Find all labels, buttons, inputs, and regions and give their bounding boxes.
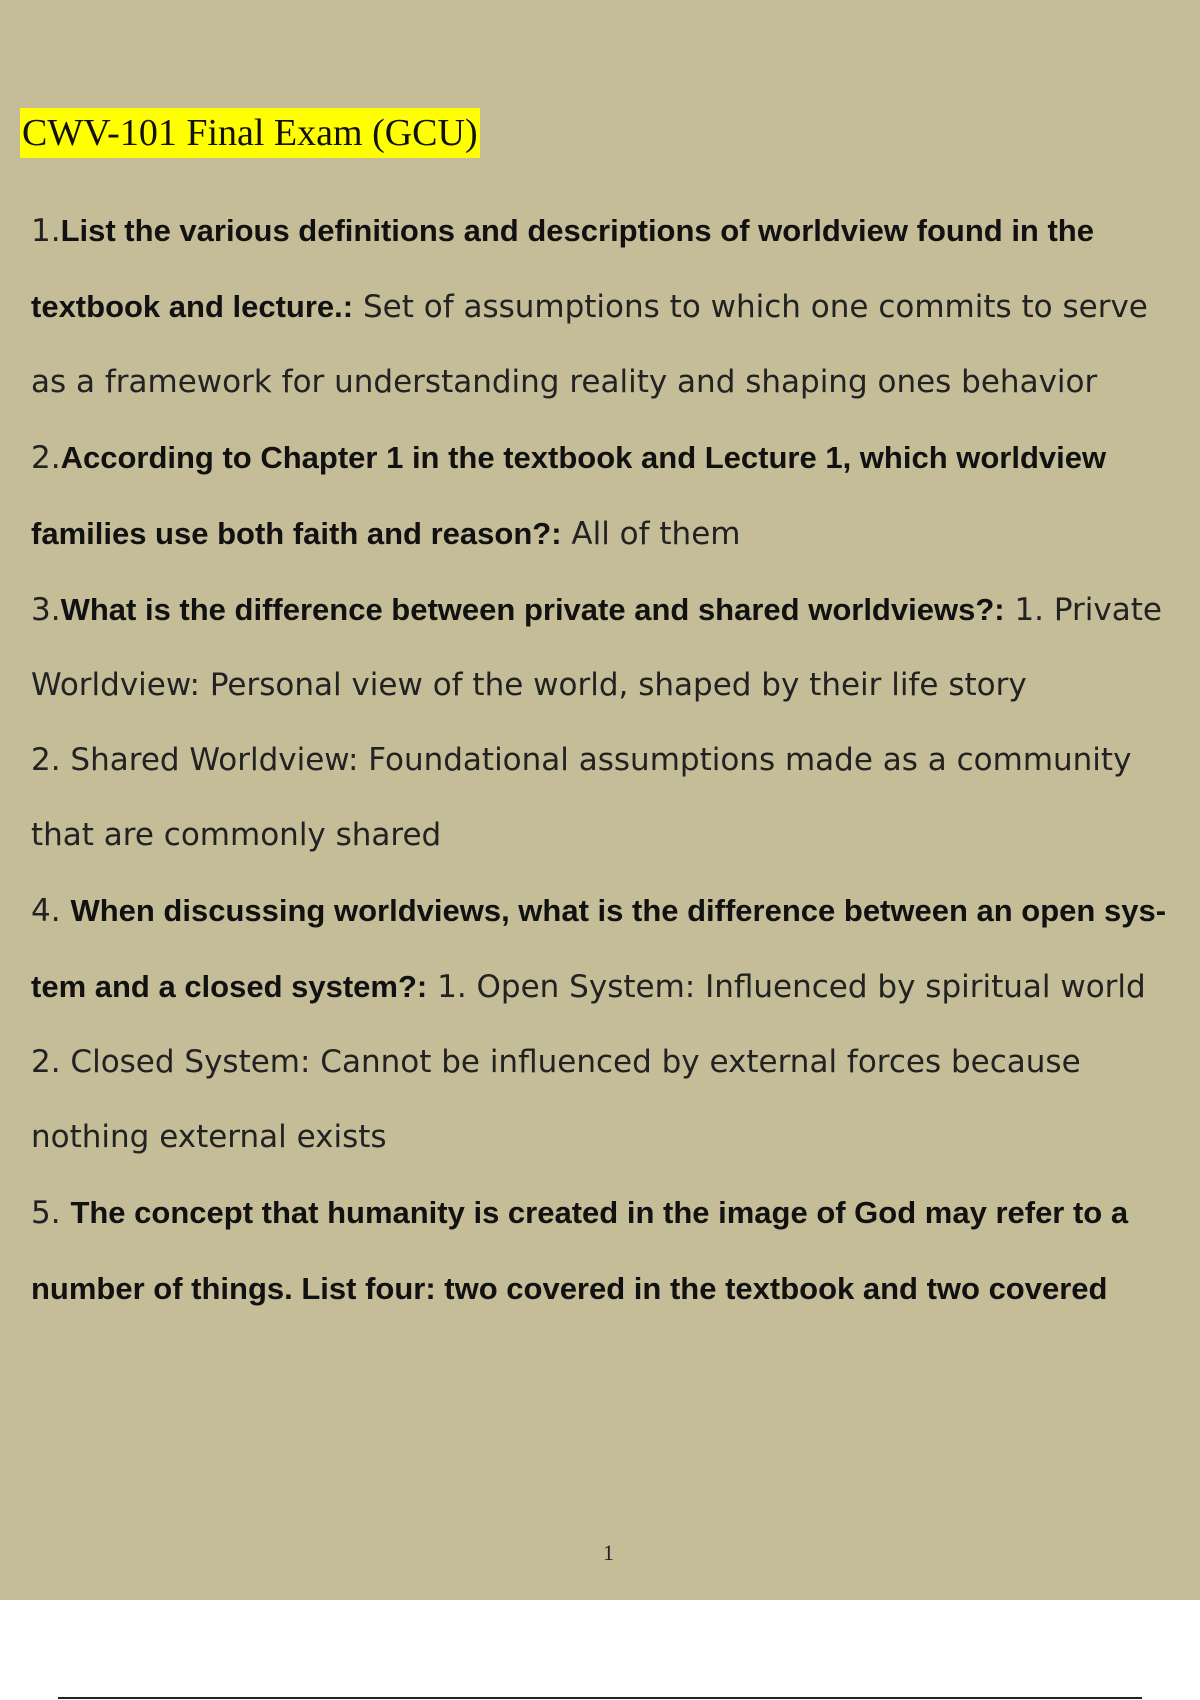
list-item <box>31 193 1191 420</box>
item-number: 2. <box>31 440 61 476</box>
exam-content <box>31 193 1191 1327</box>
item-answer-continued: 2. Shared Worldview: Foundational assumptions made as a community that are commonly shared <box>31 742 1132 853</box>
item-question: What is the difference between private and shared worldviews?: <box>60 592 1005 627</box>
item-number: 3. <box>31 592 61 628</box>
item-question: According to Chapter 1 in the textbook and Lecture 1, which worldview families use both faith and reason?: <box>31 440 1107 551</box>
item-question: The concept that humanity is created in the image of God may refer to a number of things. List four: two covered in the textbook and two covered <box>31 1195 1129 1306</box>
item-number: 4. <box>31 893 71 929</box>
item-answer: 1. Private Worldview: Personal view of the world, shaped by their life story <box>31 592 1162 703</box>
item-number: 5. <box>31 1195 71 1231</box>
list-item <box>31 1175 1191 1327</box>
item-answer: Set of assumptions to which one commits to serve as a framework for understanding reality and shaping ones behavior <box>31 289 1148 400</box>
list-item <box>31 420 1191 572</box>
item-answer-continued: 2. Closed System: Cannot be influenced by external forces because nothing external exists <box>31 1044 1081 1155</box>
item-question: List the various definitions and descriptions of worldview found in the textbook and lecture.: <box>31 213 1094 324</box>
item-answer: All of them <box>561 516 741 552</box>
footer-divider <box>58 1697 1142 1699</box>
item-answer: 1. Open System: Influenced by spiritual world <box>427 969 1146 1005</box>
list-item <box>31 572 1191 723</box>
page-number: 1 <box>603 1540 614 1565</box>
document-title: CWV-101 Final Exam (GCU) <box>20 108 480 158</box>
list-item <box>31 873 1191 1025</box>
item-question: When discussing worldviews, what is the difference between an open sys- tem and a closed system?: <box>31 893 1167 1004</box>
item-number: 1. <box>31 213 61 249</box>
